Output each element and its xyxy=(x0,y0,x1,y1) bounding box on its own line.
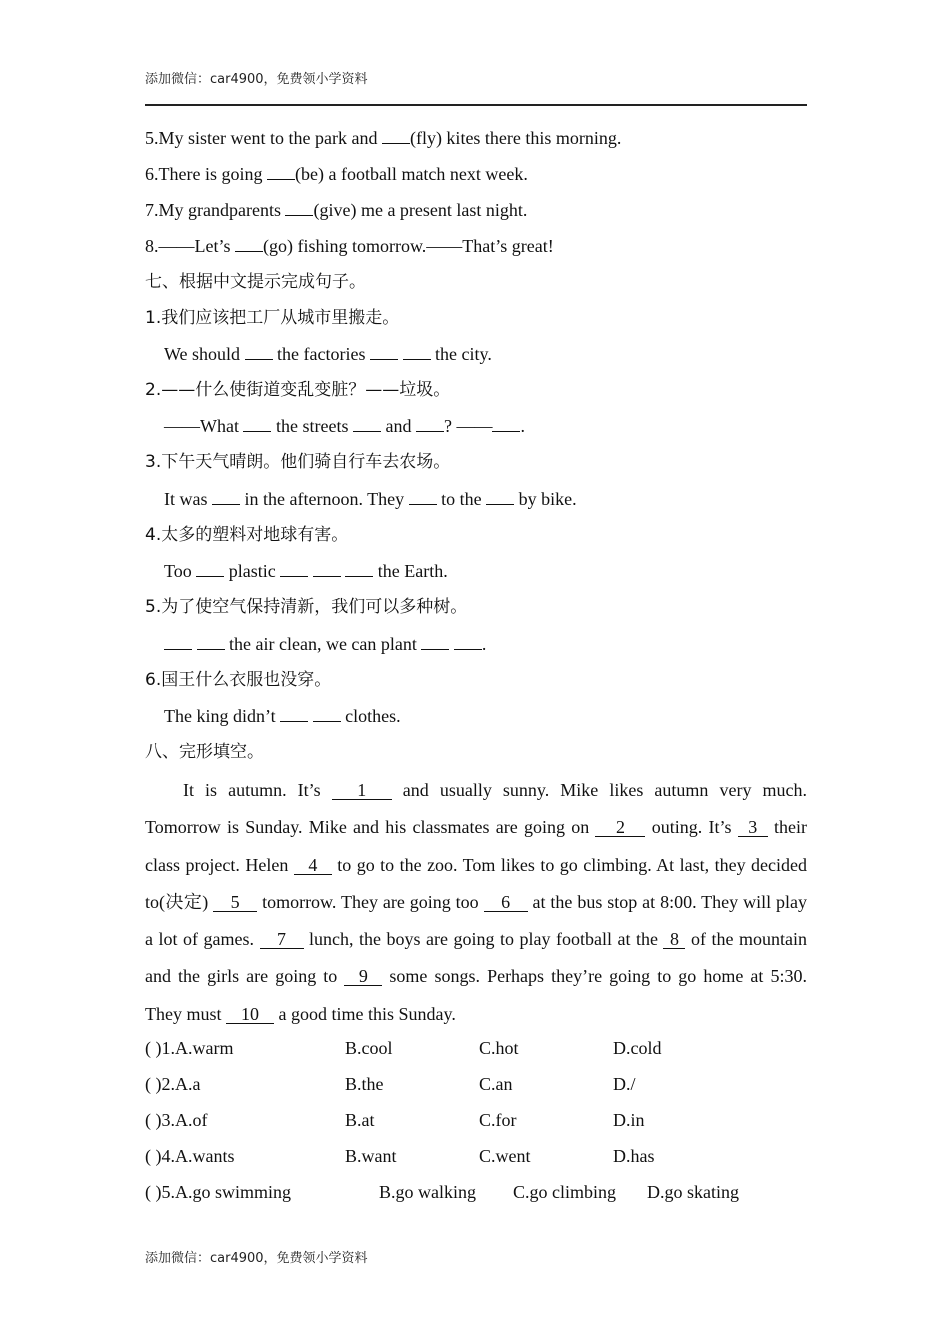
answer-blank[interactable] xyxy=(370,343,398,360)
answer-blank[interactable] xyxy=(313,705,341,722)
answer-blank[interactable] xyxy=(243,415,271,432)
answer-blank[interactable] xyxy=(409,488,437,505)
cloze-blank[interactable]: 3 xyxy=(738,818,768,837)
cloze-blank[interactable]: 7 xyxy=(260,930,304,949)
option-row-3 xyxy=(145,1109,807,1131)
cloze-blank[interactable]: 4 xyxy=(294,856,332,875)
answer-blank[interactable] xyxy=(421,633,449,650)
cloze-blank[interactable]: 5 xyxy=(213,893,257,912)
question-7-2-answer: ——What the streets and ? —— . xyxy=(164,416,525,436)
question-7-5-prompt: 5.为了使空气保持清新，我们可以多种树。 xyxy=(145,597,468,617)
option-a[interactable]: ( )5.A.go swimming xyxy=(145,1182,291,1202)
question-7-3-prompt: 3.下午天气晴朗。他们骑自行车去农场。 xyxy=(145,452,451,472)
option-a[interactable]: ( )3.A.of xyxy=(145,1110,208,1130)
question-7-6-prompt: 6.国王什么衣服也没穿。 xyxy=(145,670,332,690)
question-7-5-answer: the air clean, we can plant . xyxy=(164,633,486,655)
cloze-blank[interactable]: 2 xyxy=(595,818,645,837)
answer-blank[interactable] xyxy=(486,488,514,505)
option-c[interactable]: C.for xyxy=(479,1110,517,1130)
option-a[interactable]: ( )2.A.a xyxy=(145,1074,201,1094)
question-6-5: 5.My sister went to the park and (fly) kites there this morning. xyxy=(145,128,622,148)
answer-blank[interactable] xyxy=(492,415,520,432)
cloze-blank[interactable]: 6 xyxy=(484,893,528,912)
answer-blank[interactable] xyxy=(285,199,313,216)
option-c[interactable]: C.hot xyxy=(479,1038,519,1058)
answer-blank[interactable] xyxy=(353,415,381,432)
question-7-3-answer: It was in the afternoon. They to the by bike. xyxy=(164,489,577,509)
answer-blank[interactable] xyxy=(313,560,341,577)
answer-blank[interactable] xyxy=(196,560,224,577)
option-b[interactable]: B.cool xyxy=(345,1038,393,1058)
option-row-1 xyxy=(145,1037,807,1059)
section-7-title: 七、根据中文提示完成句子。 xyxy=(145,272,366,292)
option-b[interactable]: B.at xyxy=(345,1110,375,1130)
question-7-1-answer: We should the factories the city. xyxy=(164,344,492,364)
answer-blank[interactable] xyxy=(382,127,410,144)
option-row-5 xyxy=(145,1181,807,1203)
section-8-title: 八、完形填空。 xyxy=(145,742,264,762)
question-6-6: 6.There is going (be) a football match next week. xyxy=(145,164,528,184)
cloze-blank[interactable]: 9 xyxy=(344,967,382,986)
header-rule xyxy=(145,104,807,106)
answer-blank[interactable] xyxy=(416,415,444,432)
question-6-8: 8.——Let’s (go) fishing tomorrow.——That’s great! xyxy=(145,236,554,256)
option-c[interactable]: C.an xyxy=(479,1074,513,1094)
answer-blank[interactable] xyxy=(245,343,273,360)
option-d[interactable]: D.in xyxy=(613,1110,645,1130)
answer-blank[interactable] xyxy=(280,560,308,577)
option-a[interactable]: ( )1.A.warm xyxy=(145,1038,234,1058)
option-c[interactable]: C.went xyxy=(479,1146,531,1166)
option-b[interactable]: B.the xyxy=(345,1074,384,1094)
answer-blank[interactable] xyxy=(235,235,263,252)
option-d[interactable]: D.go skating xyxy=(647,1182,739,1202)
question-7-4-answer: Too plastic the Earth. xyxy=(164,561,448,581)
answer-blank[interactable] xyxy=(212,488,240,505)
cloze-blank[interactable]: 1 xyxy=(332,781,392,800)
question-7-4-prompt: 4.太多的塑料对地球有害。 xyxy=(145,525,349,545)
answer-blank[interactable] xyxy=(345,560,373,577)
option-row-2 xyxy=(145,1073,807,1095)
cloze-passage: It is autumn. It’s 1 and usually sunny. Mike likes autumn very much. Tomorrow is Sunday. Mike and his classmates are going on 2 outing. It’s 3 their class project. Helen 4 to go to the zoo. Tom likes to go climbing. At last, they decided to(决定) 5 tomorrow. They are going too 6 at the bus stop at 8:00. They will play a lot of games. 7 lunch, the boys are going to play football at the 8 of the mountain and the girls are going to 9 some songs. Perhaps they’re going to go home at 5:30. They must 10 a good time this Sunday. xyxy=(145,780,807,1024)
header-note: 添加微信：car4900，免费领小学资料 xyxy=(145,72,368,87)
option-d[interactable]: D.has xyxy=(613,1146,655,1166)
option-b[interactable]: B.want xyxy=(345,1146,397,1166)
answer-blank[interactable] xyxy=(197,633,225,650)
option-row-4 xyxy=(145,1145,807,1167)
question-7-1-prompt: 1.我们应该把工厂从城市里搬走。 xyxy=(145,308,400,328)
cloze-blank[interactable]: 8 xyxy=(663,930,685,949)
option-c[interactable]: C.go climbing xyxy=(513,1182,616,1202)
answer-blank[interactable] xyxy=(403,343,431,360)
option-a[interactable]: ( )4.A.wants xyxy=(145,1146,235,1166)
question-6-7: 7.My grandparents (give) me a present last night. xyxy=(145,200,528,220)
answer-blank[interactable] xyxy=(164,633,192,650)
footer-note: 添加微信：car4900，免费领小学资料 xyxy=(145,1251,368,1266)
question-7-2-prompt: 2.——什么使街道变乱变脏？——垃圾。 xyxy=(145,380,451,400)
answer-blank[interactable] xyxy=(454,633,482,650)
option-d[interactable]: D.cold xyxy=(613,1038,662,1058)
option-b[interactable]: B.go walking xyxy=(379,1182,476,1202)
answer-blank[interactable] xyxy=(267,163,295,180)
question-7-6-answer: The king didn’t clothes. xyxy=(164,706,401,726)
answer-blank[interactable] xyxy=(280,705,308,722)
cloze-blank[interactable]: 10 xyxy=(226,1005,274,1024)
option-d[interactable]: D./ xyxy=(613,1074,636,1094)
